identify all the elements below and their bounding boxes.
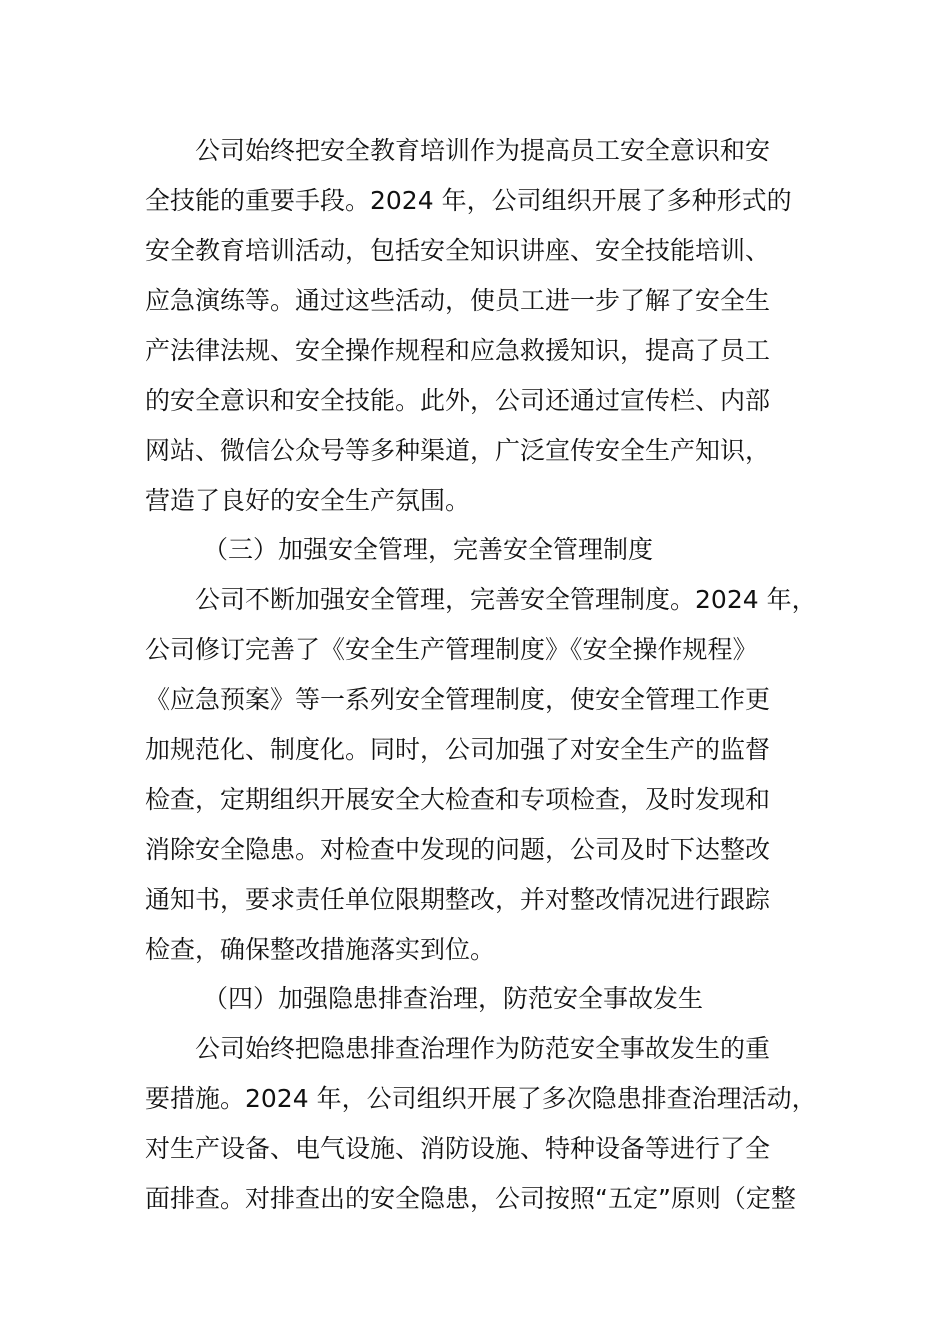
paragraph-line: 安全教育培训活动，包括安全知识讲座、安全技能培训、 bbox=[145, 236, 771, 265]
paragraph-line: 检查，定期组织开展安全大检查和专项检查，及时发现和 bbox=[145, 785, 771, 814]
paragraph-line: 全技能的重要手段。2024 年，公司组织开展了多种形式的 bbox=[145, 186, 792, 215]
paragraph-line: 应急演练等。通过这些活动，使员工进一步了解了安全生 bbox=[145, 286, 771, 315]
paragraph-line: 营造了良好的安全生产氛围。 bbox=[145, 486, 471, 515]
section-heading: （三）加强安全管理，完善安全管理制度 bbox=[203, 535, 654, 564]
paragraph-line: 公司不断加强安全管理，完善安全管理制度。2024 年， bbox=[195, 585, 817, 614]
paragraph-line: 加规范化、制度化。同时，公司加强了对安全生产的监督 bbox=[145, 735, 771, 764]
paragraph-line: 网站、微信公众号等多种渠道，广泛宣传安全生产知识， bbox=[145, 436, 771, 465]
paragraph-line: 公司始终把隐患排查治理作为防范安全事故发生的重 bbox=[195, 1034, 771, 1063]
section-heading: （四）加强隐患排查治理，防范安全事故发生 bbox=[203, 984, 704, 1013]
paragraph-line: 通知书，要求责任单位限期整改，并对整改情况进行跟踪 bbox=[145, 885, 771, 914]
paragraph-line: 公司始终把安全教育培训作为提高员工安全意识和安 bbox=[195, 136, 771, 165]
paragraph-line: 《应急预案》等一系列安全管理制度，使安全管理工作更 bbox=[145, 685, 771, 714]
paragraph-line: 面排查。对排查出的安全隐患，公司按照“五定”原则（定整 bbox=[145, 1184, 796, 1213]
paragraph-line: 要措施。2024 年，公司组织开展了多次隐患排查治理活动， bbox=[145, 1084, 817, 1113]
paragraph-line: 对生产设备、电气设施、消防设施、特种设备等进行了全 bbox=[145, 1134, 771, 1163]
paragraph-line: 的安全意识和安全技能。此外，公司还通过宣传栏、内部 bbox=[145, 386, 771, 415]
paragraph-line: 产法律法规、安全操作规程和应急救援知识，提高了员工 bbox=[145, 336, 771, 365]
paragraph-line: 消除安全隐患。对检查中发现的问题，公司及时下达整改 bbox=[145, 835, 771, 864]
paragraph-line: 公司修订完善了《安全生产管理制度》《安全操作规程》 bbox=[145, 635, 758, 664]
paragraph-line: 检查，确保整改措施落实到位。 bbox=[145, 935, 496, 964]
